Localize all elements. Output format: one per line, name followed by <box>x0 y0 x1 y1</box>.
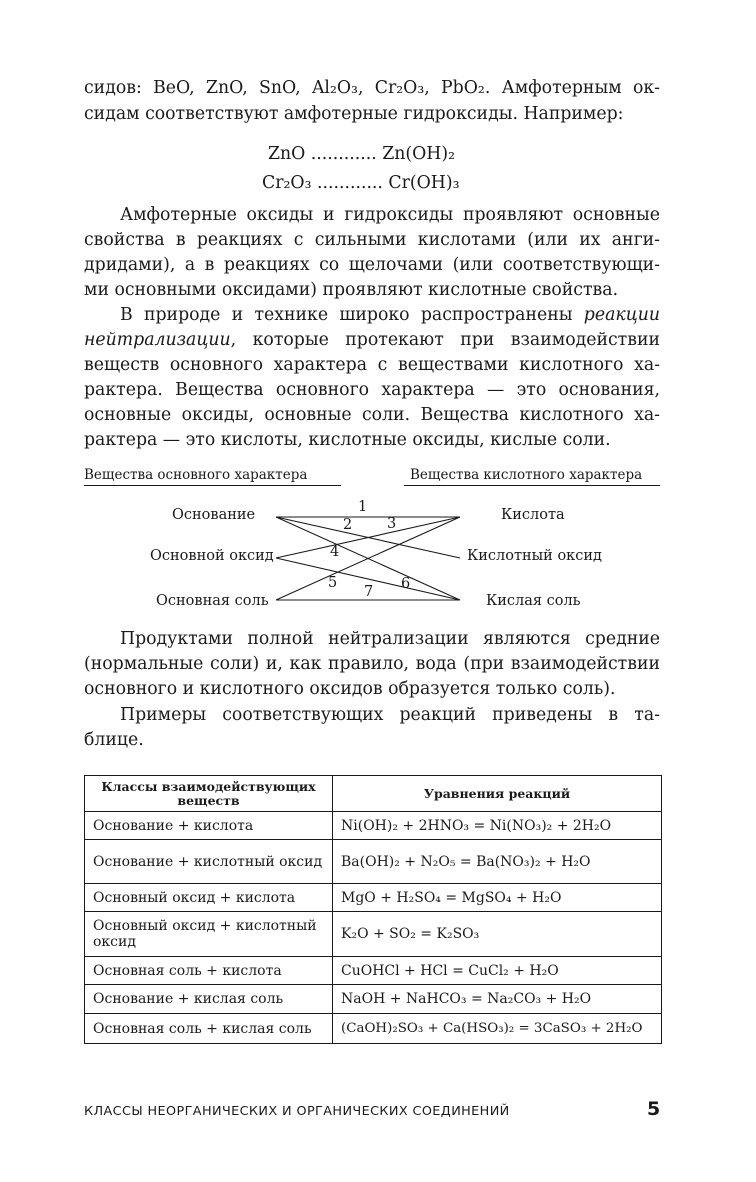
equation-cell: MgO + H₂SO₄ = MgSO₄ + H₂O <box>333 884 662 912</box>
diagram-node-basic-salt: Основная соль <box>156 593 269 609</box>
text-line: Амфотерные оксиды и гидроксиды проявляют основные <box>120 205 660 225</box>
class-cell: Основный оксид + кислотный оксид <box>85 912 333 957</box>
text-span: В природе и технике широко распространены <box>120 305 573 325</box>
table-header: Классы взаимодействующих веществ <box>85 776 333 812</box>
table-header: Уравнения реакций <box>333 776 662 812</box>
text-line: веществ основного характера с веществами кислотного ха- <box>84 355 660 375</box>
class-cell: Основание + кислота <box>85 812 333 840</box>
table-row <box>85 985 662 1014</box>
reactions-table <box>84 775 662 1044</box>
equation-cell: Ni(OH)₂ + 2HNO₃ = Ni(NO₃)₂ + 2H₂O <box>333 812 662 840</box>
text-line: рактера — это кислоты, кислотные оксиды, кислые соли. <box>84 430 611 450</box>
diagram-node-osnovanie: Основание <box>172 507 256 523</box>
table-row <box>85 840 662 884</box>
class-cell: Основание + кислая соль <box>85 985 333 1014</box>
text-line: блице. <box>84 730 144 750</box>
text-line: (нормальные соли) и, как правило, вода (при взаимодействии <box>84 654 660 674</box>
equation-cell: (CaOH)₂SO₃ + Ca(HSO₃)₂ = 3CaSO₃ + 2H₂O <box>333 1014 662 1044</box>
text-line: основные оксиды, основные соли. Вещества кислотного ха- <box>84 405 660 425</box>
text-line: рактера. Вещества основного характера — это основания, <box>84 380 660 400</box>
diagram-number: 7 <box>364 584 374 600</box>
formula-cr2o3: Cr₂O₃ ............ Cr(OH)₃ <box>262 173 460 193</box>
table-row <box>85 912 662 957</box>
diagram-number: 1 <box>358 499 368 515</box>
class-cell: Основная соль + кислая соль <box>85 1014 333 1044</box>
class-cell: Основание + кислотный оксид <box>85 840 333 884</box>
table-row <box>85 957 662 985</box>
diagram-number: 2 <box>343 517 353 533</box>
table-row <box>85 884 662 912</box>
diagram-number: 3 <box>387 516 397 532</box>
class-cell: Основный оксид + кислота <box>85 884 333 912</box>
formula-zno: ZnO ............ Zn(OH)₂ <box>268 144 455 164</box>
equation-cell: NaOH + NaHCO₃ = Na₂CO₃ + H₂O <box>333 985 662 1014</box>
text-line: Продуктами полной нейтрализации являются средние <box>120 629 660 649</box>
diagram-node-acid: Кислота <box>501 507 565 523</box>
diagram-left-header: Вещества основного характера <box>84 467 308 483</box>
diagram-number: 4 <box>330 544 340 560</box>
text-line: дридами), а в реакциях со щелочами (или соответствующи- <box>84 255 660 275</box>
emphasis-term: реакции <box>583 305 661 325</box>
text-line: Примеры соответствующих реакций приведены в та- <box>120 705 660 725</box>
text-line: основного и кислотного оксидов образуется только соль). <box>84 679 616 699</box>
diagram-number: 5 <box>328 575 338 591</box>
emphasis-term: нейтрализации <box>84 330 231 350</box>
text-line: сидам соответствуют амфотерные гидроксиды. Например: <box>84 104 624 124</box>
diagram-right-header: Вещества кислотного характера <box>410 467 643 483</box>
text-line: свойства в реакциях с сильными кислотами (или их анги- <box>84 230 660 250</box>
equation-cell: CuOHCl + HCl = CuCl₂ + H₂O <box>333 957 662 985</box>
text-line: ми основными оксидами) проявляют кислотные свойства. <box>84 280 619 300</box>
diagram-node-acid-salt: Кислая соль <box>486 593 581 609</box>
class-cell: Основная соль + кислота <box>85 957 333 985</box>
table-row <box>85 812 662 840</box>
page-number: 5 <box>647 1098 661 1120</box>
diagram-node-acidic-oxide: Кислотный оксид <box>467 548 602 564</box>
equation-cell: K₂O + SO₂ = K₂SO₃ <box>333 912 662 957</box>
running-title: КЛАССЫ НЕОРГАНИЧЕСКИХ И ОРГАНИЧЕСКИХ СОЕДИНЕНИЙ <box>84 1104 510 1119</box>
diagram-node-basic-oxide: Основной оксид <box>150 548 274 564</box>
text-span: , которые протекают при взаимодействии <box>230 330 660 350</box>
text-line: сидов: BeO, ZnO, SnO, Al₂O₃, Cr₂O₃, PbO₂. Амфотерным ок- <box>84 78 660 98</box>
equation-cell: Ba(OH)₂ + N₂O₅ = Ba(NO₃)₂ + H₂O <box>333 840 662 884</box>
table-row <box>85 1014 662 1044</box>
diagram-number: 6 <box>401 576 411 592</box>
